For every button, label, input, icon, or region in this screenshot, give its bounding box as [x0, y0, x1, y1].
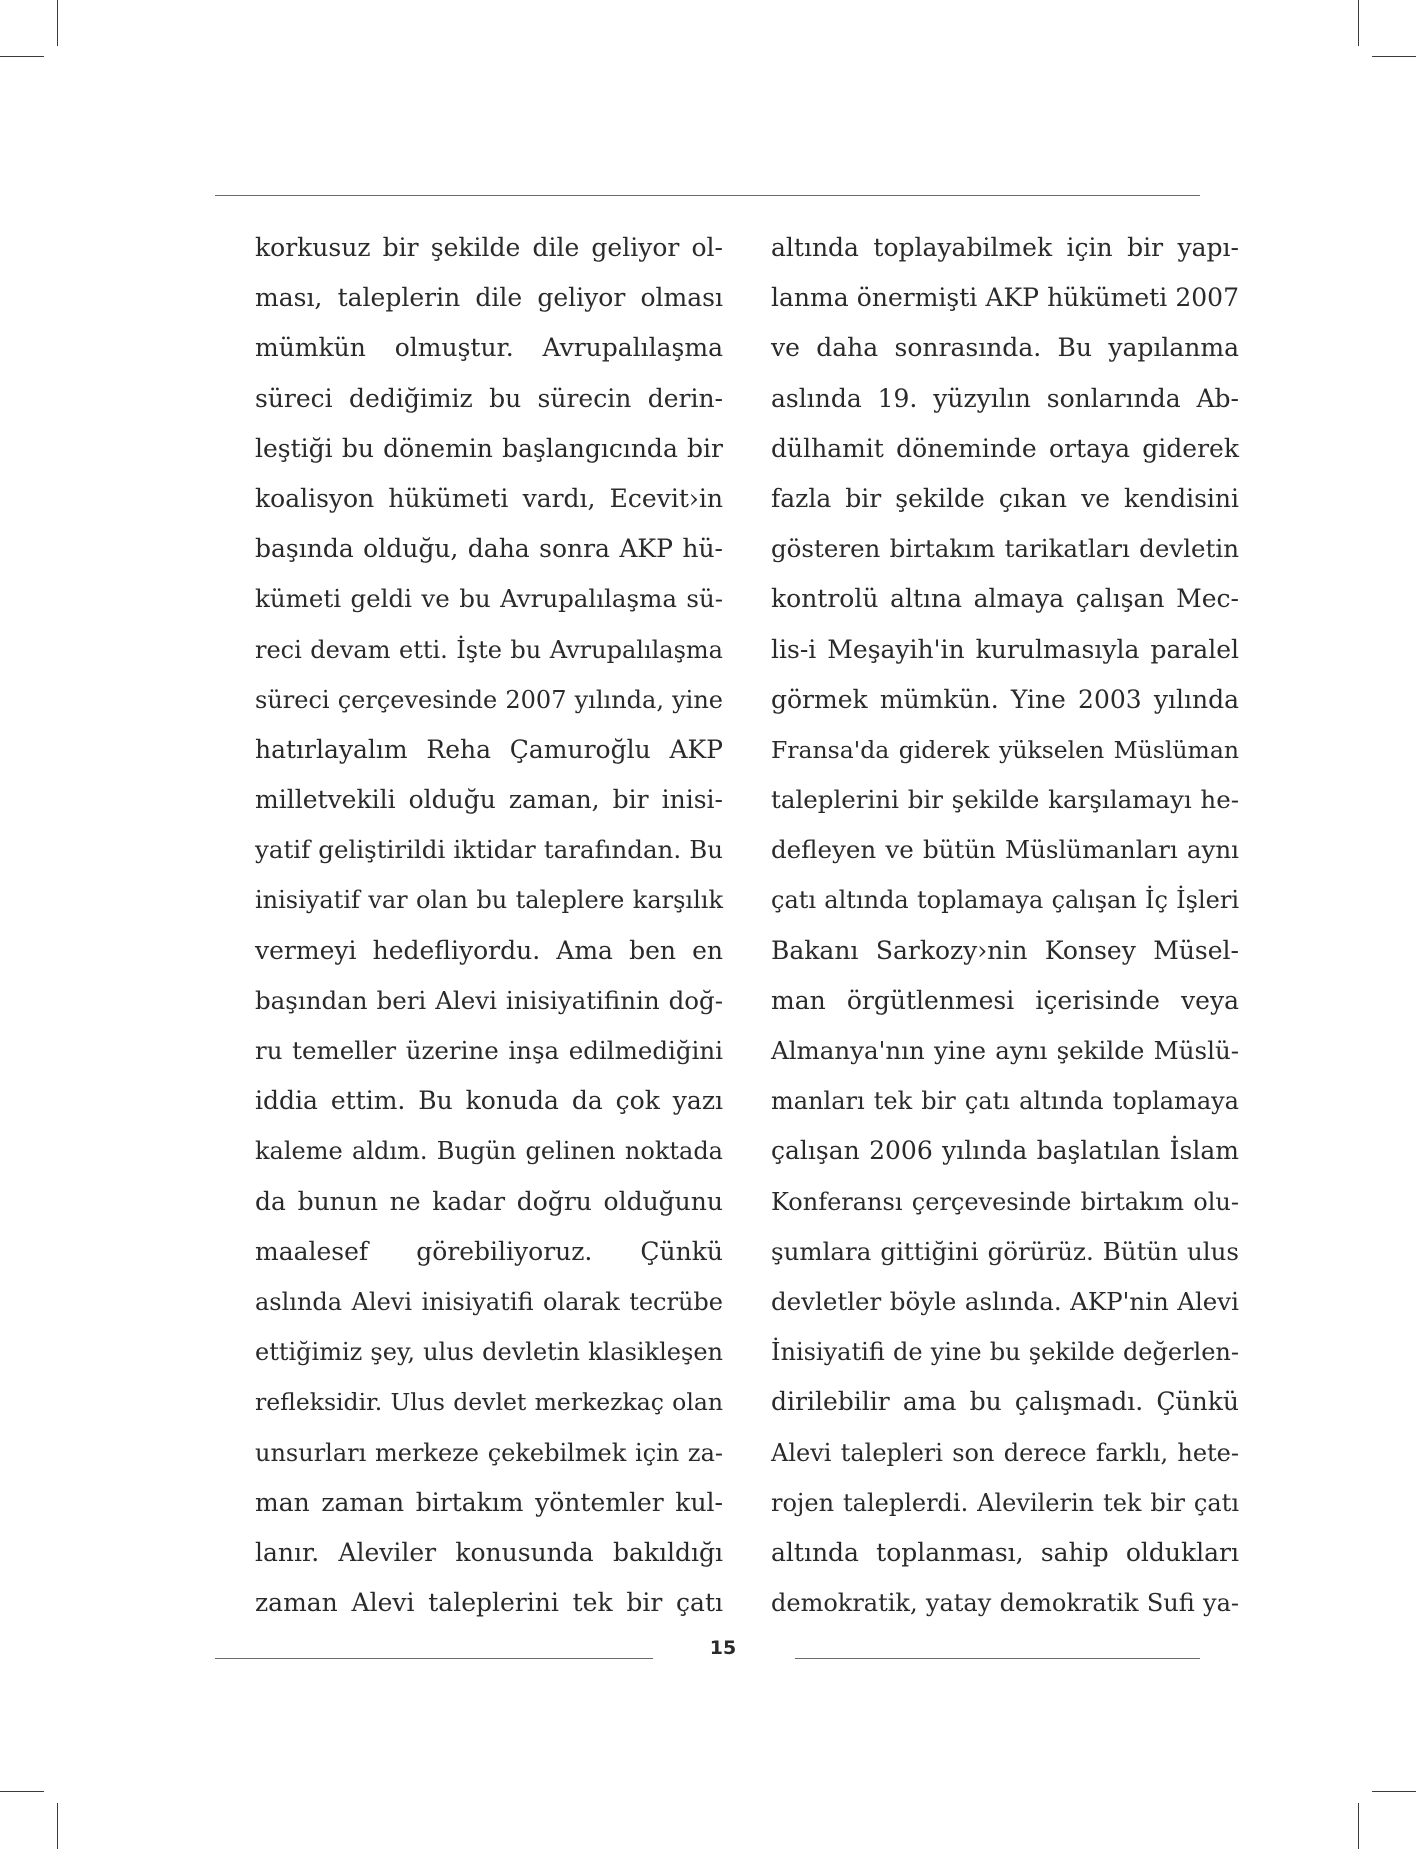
text-line: reci devam etti. İşte bu Avrupalılaşma [255, 635, 723, 664]
text-line: hatırlayalım Reha Çamuroğlu AKP [255, 734, 723, 764]
footer-rule-right [795, 1658, 1200, 1659]
text-line: rojen taleplerdi. Alevilerin tek bir çatı [771, 1488, 1239, 1517]
text-line: devletler böyle aslında. AKP'nin Alevi [771, 1286, 1239, 1316]
header-rule [215, 195, 1200, 196]
text-line: İnisiyatifi de yine bu şekilde değerlen- [771, 1338, 1239, 1367]
text-line: altında toplanması, sahip oldukları [771, 1537, 1239, 1567]
text-line: refleksidir. Ulus devlet merkezkaç olan [255, 1388, 723, 1417]
text-line: milletvekili olduğu zaman, bir inisi- [255, 785, 723, 815]
text-line: başında olduğu, daha sonra AKP hü- [255, 534, 723, 564]
crop-mark-top-left-vertical [57, 0, 58, 46]
text-line: kaleme aldım. Bugün gelinen noktada [255, 1137, 723, 1166]
crop-mark-top-left-horizontal [0, 56, 44, 57]
text-line: kontrolü altına almaya çalışan Mec- [771, 584, 1239, 614]
text-line: süreci çerçevesinde 2007 yılında, yine [255, 685, 723, 714]
text-line: Alevi talepleri son derece farklı, hete- [771, 1438, 1239, 1467]
text-line: mümkün olmuştur. Avrupalılaşma [255, 333, 723, 363]
text-line: aslında Alevi inisiyatifi olarak tecrübe [255, 1287, 723, 1316]
text-line: vermeyi hedefliyordu. Ama ben en [255, 935, 723, 965]
text-line: manları tek bir çatı altında toplamaya [771, 1087, 1239, 1116]
text-line: çalışan 2006 yılında başlatılan İslam [771, 1136, 1239, 1166]
crop-mark-bottom-left-vertical [57, 1803, 58, 1849]
text-line: Fransa'da giderek yükselen Müslüman [771, 735, 1239, 764]
text-line: maalesef görebiliyoruz. Çünkü [255, 1236, 723, 1266]
crop-mark-top-right-horizontal [1372, 56, 1416, 57]
text-line: da bunun ne kadar doğru olduğunu [255, 1186, 723, 1216]
text-line: lanır. Aleviler konusunda bakıldığı [255, 1537, 723, 1567]
text-line: dirilebilir ama bu çalışmadı. Çünkü [771, 1387, 1239, 1417]
text-line: kümeti geldi ve bu Avrupalılaşma sü- [255, 584, 723, 614]
right-text-column [771, 228, 1239, 1633]
text-line: ettiğimiz şey, ulus devletin klasikleşen [255, 1338, 723, 1367]
crop-mark-bottom-right-vertical [1358, 1803, 1359, 1849]
crop-mark-top-right-vertical [1358, 0, 1359, 46]
text-line: leştiği bu dönemin başlangıcında bir [255, 433, 723, 463]
text-line: Bakanı Sarkozy›nin Konsey Müsel- [771, 935, 1239, 965]
text-line: fazla bir şekilde çıkan ve kendisini [771, 483, 1239, 513]
text-line: koalisyon hükümeti vardı, Ecevit›in [255, 483, 723, 513]
text-line: dülhamit döneminde ortaya giderek [771, 433, 1239, 463]
text-line: süreci dediğimiz bu sürecin derin- [255, 383, 723, 413]
text-line: altında toplayabilmek için bir yapı- [771, 233, 1239, 262]
text-line: defleyen ve bütün Müslümanları aynı [771, 835, 1239, 865]
text-line: unsurları merkeze çekebilmek için za- [255, 1438, 723, 1467]
text-line: zaman Alevi taleplerini tek bir çatı [255, 1588, 723, 1618]
text-line: ru temeller üzerine inşa edilmediğini [255, 1036, 723, 1065]
text-line: iddia ettim. Bu konuda da çok yazı [255, 1086, 723, 1116]
text-line: man zaman birtakım yöntemler kul- [255, 1487, 723, 1517]
text-line: demokratik, yatay demokratik Sufi ya- [771, 1589, 1239, 1618]
text-line: ve daha sonrasında. Bu yapılanma [771, 333, 1239, 363]
text-line: Almanya'nın yine aynı şekilde Müslü- [771, 1036, 1239, 1065]
left-text-column [255, 228, 723, 1633]
text-line: Konferansı çerçevesinde birtakım olu- [771, 1187, 1239, 1216]
text-line: inisiyatif var olan bu taleplere karşılık [255, 886, 723, 915]
text-line: gösteren birtakım tarikatları devletin [771, 534, 1239, 564]
crop-mark-bottom-left-horizontal [0, 1791, 44, 1792]
text-line: lis-i Meşayih'in kurulmasıyla paralel [771, 634, 1239, 664]
text-line: şumlara gittiğini görürüz. Bütün ulus [771, 1236, 1239, 1266]
text-line: görmek mümkün. Yine 2003 yılında [771, 684, 1239, 714]
text-line: korkusuz bir şekilde dile geliyor ol- [255, 233, 723, 262]
footer-rule-left [215, 1658, 653, 1659]
text-line: çatı altında toplamaya çalışan İç İşleri [771, 886, 1239, 915]
crop-mark-bottom-right-horizontal [1372, 1791, 1416, 1792]
text-line: ması, taleplerin dile geliyor olması [255, 283, 723, 313]
page-number: 15 [709, 1637, 737, 1659]
text-line: aslında 19. yüzyılın sonlarında Ab- [771, 383, 1239, 413]
text-line: man örgütlenmesi içerisinde veya [771, 985, 1239, 1015]
text-line: başından beri Alevi inisiyatifinin doğ- [255, 985, 723, 1015]
text-line: lanma önermişti AKP hükümeti 2007 [771, 283, 1239, 313]
text-line: yatif geliştirildi iktidar tarafından. Bu [255, 835, 723, 865]
text-line: taleplerini bir şekilde karşılamayı he- [771, 785, 1239, 815]
